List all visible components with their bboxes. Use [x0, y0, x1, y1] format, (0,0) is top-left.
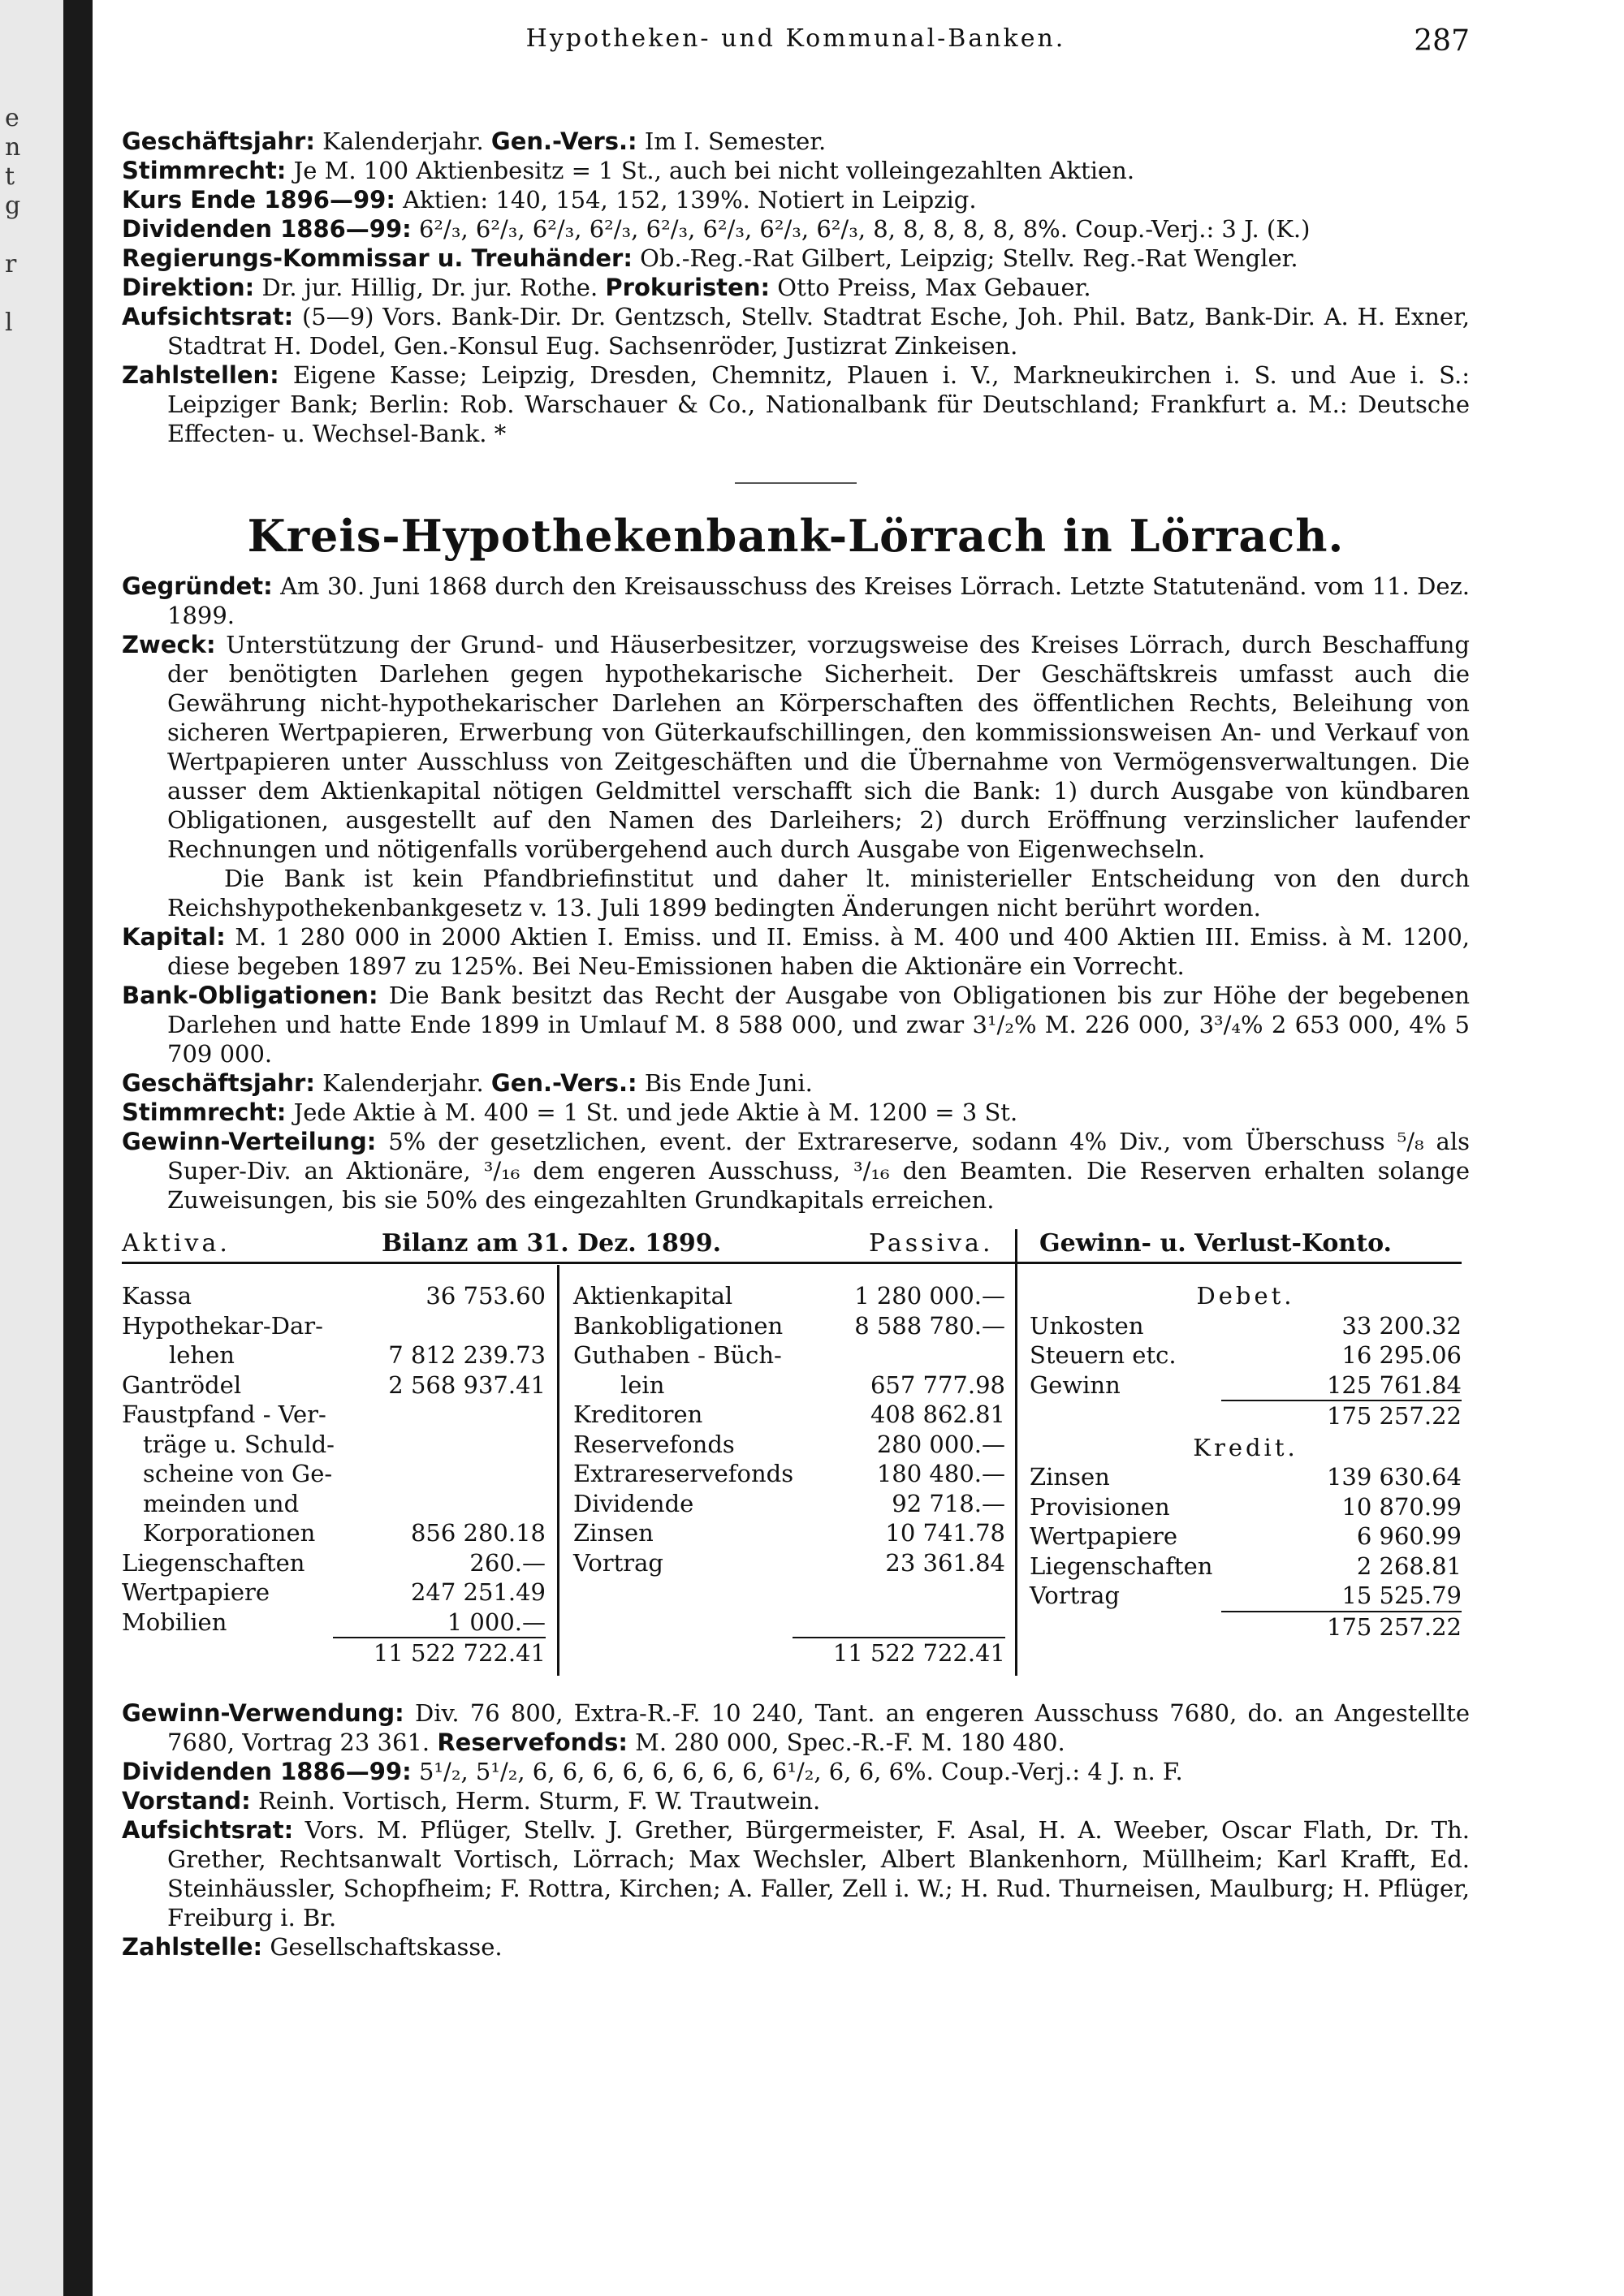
table-row: Steuern etc. 16 295.06 [1030, 1341, 1462, 1369]
table-row: Guthaben - Büch- [573, 1341, 782, 1369]
running-head-title: Hypotheken- und Kommunal-Banken. [525, 24, 1066, 53]
table-row: Dividende 92 718.— [573, 1489, 1005, 1517]
aktiva-label: Aktiva. [122, 1229, 231, 1258]
entry-line: Stimmrecht: Je M. 100 Aktienbesitz = 1 St., auch bei nicht volleingezahlten Aktien. [122, 157, 1135, 184]
previous-entry [122, 127, 1470, 448]
running-head [122, 24, 1470, 65]
guv-title: Gewinn- u. Verlust-Konto. [1039, 1229, 1392, 1258]
kredit-label: Kredit. [1193, 1433, 1298, 1461]
table-row: Provisionen 10 870.99 [1030, 1492, 1462, 1521]
entry-line: Geschäftsjahr: Kalenderjahr. Gen.-Vers.: Im I. Semester. [122, 127, 827, 155]
entry-line: Stimmrecht: Jede Aktie à M. 400 = 1 St. und jede Aktie à M. 1200 = 3 St. [122, 1098, 1018, 1126]
column-rule [1015, 1229, 1017, 1676]
margin-fragment: t [5, 162, 15, 191]
table-row: Bankobligationen 8 588 780.— [573, 1311, 1005, 1340]
table-row: Zinsen 139 630.64 [1030, 1463, 1462, 1491]
margin-fragment: e [5, 104, 19, 132]
table-row: träge u. Schuld- [143, 1430, 335, 1458]
balance-sheet [122, 1229, 1470, 1684]
total-row: 175 257.22 [1030, 1400, 1462, 1431]
entry-line: Bank-Obligationen: Die Bank besitzt das Recht der Ausgabe von Obligationen bis zur Höhe der begebenen Darlehen und hatte Ende 1899 in Umlauf M. 8 588 000, und zwar 3¹/₂% M. 226 000, 3³/₄% 2 653 000, 4% 5 709 000. [122, 982, 1470, 1068]
entry-line: Zahlstelle: Gesellschaftskasse. [122, 1933, 503, 1961]
table-row: Reservefonds 280 000.— [573, 1430, 1005, 1458]
total-row: 11 522 722.41 [122, 1637, 546, 1668]
table-row: scheine von Ge- [143, 1460, 333, 1487]
aktiva-column [122, 1281, 546, 1668]
passiva-label: Passiva. [869, 1229, 994, 1258]
table-row: lein 657 777.98 [620, 1370, 1005, 1399]
entry-line: Vorstand: Reinh. Vortisch, Herm. Sturm, F. W. Trautwein. [122, 1787, 821, 1815]
table-row: Gantrödel 2 568 937.41 [122, 1370, 546, 1399]
entry-line: Aufsichtsrat: Vors. M. Pflüger, Stellv. J. Grether, Bürgermeister, F. Asal, H. A. Weeber, Oscar Flath, Dr. Th. Grether, Rechtsanwalt Vortisch, Lörrach; Max Wechsler, Albert Blankenhorn, Müllheim; Karl Krafft, Ed. Steinhäussler, Schopfheim; F. Rottra, Kirchen; A. Faller, Zell i. W.; H. Rud. Thurneisen, Maulburg; H. Pflüger, Freiburg i. Br. [122, 1816, 1470, 1931]
margin-fragment: n [5, 133, 21, 162]
total-row: 11 522 722.41 [573, 1637, 1005, 1668]
table-row: meinden und [143, 1489, 300, 1517]
section-divider [735, 482, 857, 484]
margin-fragment: l [5, 309, 13, 337]
table-row: Faustpfand - Ver- [122, 1400, 326, 1428]
page-number: 287 [1414, 24, 1470, 58]
entry-line: Kapital: M. 1 280 000 in 2000 Aktien I. Emiss. und II. Emiss. à M. 400 und 400 Aktien III. Emiss. à M. 1200, diese begeben 1897 zu 125%. Bei Neu-Emissionen haben die Aktionäre ein Vorrecht. [122, 923, 1470, 980]
table-row: Kassa 36 753.60 [122, 1282, 546, 1310]
table-row: Korporationen 856 280.18 [143, 1519, 546, 1547]
margin-fragment: g [5, 192, 21, 220]
book-gutter [0, 0, 63, 2296]
table-row: Extrareservefonds 180 480.— [573, 1460, 1005, 1487]
table-row: Gewinn 125 761.84 [1030, 1370, 1462, 1399]
table-row: Vortrag 23 361.84 [573, 1548, 1005, 1577]
company-entry-bottom [122, 1698, 1470, 1962]
table-row: Unkosten 33 200.32 [1030, 1311, 1462, 1340]
entry-line: Dividenden 1886—99: 5¹/₂, 5¹/₂, 6, 6, 6, 6, 6, 6, 6, 6, 6¹/₂, 6, 6, 6%. Coup.-Verj.: 4 J. n. F. [122, 1758, 1183, 1785]
balance-title: Bilanz am 31. Dez. 1899. [382, 1229, 722, 1258]
table-row: Liegenschaften 260.— [122, 1548, 546, 1577]
table-row: Vortrag 15 525.79 [1030, 1582, 1462, 1609]
table-row: Liegenschaften 2 268.81 [1030, 1552, 1462, 1580]
entry-line: Zweck: Unterstützung der Grund- und Häuserbesitzer, vorzugsweise des Kreises Lörrach, durch Beschaffung der benötigten Darlehen gegen hypothekarische Sicherheit. Der Geschäftskreis umfasst auch die Gewährung nicht-hypothekarischer Darlehen an Körperschaften des öffentlichen Rechts, Beleihung von sicheren Wertpapieren, Erwerbung von Güterkaufschillingen, den kommissionsweisen An- und Verkauf von Wertpapieren unter Ausschluss von Zeitgeschäften und die Übernahme von Vermögensverwaltungen. Die ausser dem Aktienkapital nötigen Geldmittel verschafft sich die Bank: 1) durch Ausgabe von kündbaren Obligationen, ausgestellt auf den Namen des Darleihers; 2) durch Eröffnung verzinslicher laufender Rechnungen und nötigenfalls vorübergehend auch durch Ausgabe von Eigenwechseln. [122, 631, 1470, 863]
company-title: Kreis-Hypothekenbank-Lörrach in Lörrach. [247, 510, 1345, 562]
table-row: lehen 7 812 239.73 [169, 1341, 546, 1369]
page-content [122, 24, 1470, 1962]
company-entry [122, 572, 1470, 1215]
table-row: Wertpapiere 6 960.99 [1030, 1522, 1462, 1550]
entry-line: Direktion: Dr. jur. Hillig, Dr. jur. Rothe. Prokuristen: Otto Preiss, Max Gebauer. [122, 274, 1091, 301]
entry-line: Gewinn-Verteilung: 5% der gesetzlichen, event. der Extrareserve, sodann 4% Div., vom Überschuss ⁵/₈ als Super-Div. an Aktionäre, ³/₁₆ dem engeren Ausschuss, ³/₁₆ den Beamten. Die Reserven erhalten solange Zuweisungen, bis sie 50% des eingezahlten Grundkapitals erreichen. [122, 1128, 1470, 1214]
entry-line: Gewinn-Verwendung: Div. 76 800, Extra-R.-F. 10 240, Tant. an engeren Ausschuss 7680, do. an Angestellte 7680, Vortrag 23 361. Reservefonds: M. 280 000, Spec.-R.-F. M. 180 480. [122, 1699, 1470, 1756]
entry-line: Dividenden 1886—99: 6²/₃, 6²/₃, 6²/₃, 6²/₃, 6²/₃, 6²/₃, 6²/₃, 6²/₃, 8, 8, 8, 8, 8, 8%. Coup.-Verj.: 3 J. (K.) [122, 215, 1311, 243]
table-row: Mobilien 1 000.— [122, 1608, 546, 1636]
table-row: Wertpapiere 247 251.49 [122, 1578, 546, 1606]
total-row: 175 257.22 [1030, 1611, 1462, 1642]
table-row: Hypothekar-Dar- [122, 1311, 323, 1340]
entry-line: Regierungs-Kommissar u. Treuhänder: Ob.-Reg.-Rat Gilbert, Leipzig; Stellv. Reg.-Rat Wengler. [122, 244, 1298, 272]
guv-column [1030, 1281, 1462, 1642]
table-row: Aktienkapital 1 280 000.— [573, 1282, 1005, 1310]
entry-line: Zahlstellen: Eigene Kasse; Leipzig, Dresden, Chemnitz, Plauen i. V., Markneukirchen i. S. und Aue i. S.: Leipziger Bank; Berlin: Rob. Warschauer & Co., Nationalbank für Deutschland; Frankfurt a. M.: Deutsche Effecten- u. Wechsel-Bank. * [122, 361, 1470, 447]
header-rule [122, 1262, 1462, 1264]
margin-fragment: r [5, 250, 17, 278]
column-rule [557, 1265, 559, 1676]
passiva-column [573, 1281, 1005, 1668]
table-row: Kreditoren 408 862.81 [573, 1400, 1005, 1428]
entry-line: Gegründet: Am 30. Juni 1868 durch den Kreisausschuss des Kreises Lörrach. Letzte Statutenänd. vom 11. Dez. 1899. [122, 572, 1470, 629]
gutter-shadow [63, 0, 93, 2296]
entry-line: Geschäftsjahr: Kalenderjahr. Gen.-Vers.: Bis Ende Juni. [122, 1069, 813, 1097]
debet-label: Debet. [1196, 1282, 1295, 1310]
entry-paragraph: Die Bank ist kein Pfandbriefinstitut und daher lt. ministerieller Entscheidung von den durch Reichshypothekenbankgesetz v. 13. Juli 1899 bedingten Änderungen nicht berührt worden. [167, 865, 1470, 921]
entry-line: Aufsichtsrat: (5—9) Vors. Bank-Dir. Dr. Gentzsch, Stellv. Stadtrat Esche, Joh. Phil. Batz, Bank-Dir. A. H. Exner, Stadtrat H. Dodel, Gen.-Konsul Eug. Sachsenröder, Justizrat Zinkeisen. [122, 303, 1470, 360]
table-row: Zinsen 10 741.78 [573, 1519, 1005, 1547]
entry-line: Kurs Ende 1896—99: Aktien: 140, 154, 152, 139%. Notiert in Leipzig. [122, 186, 977, 214]
